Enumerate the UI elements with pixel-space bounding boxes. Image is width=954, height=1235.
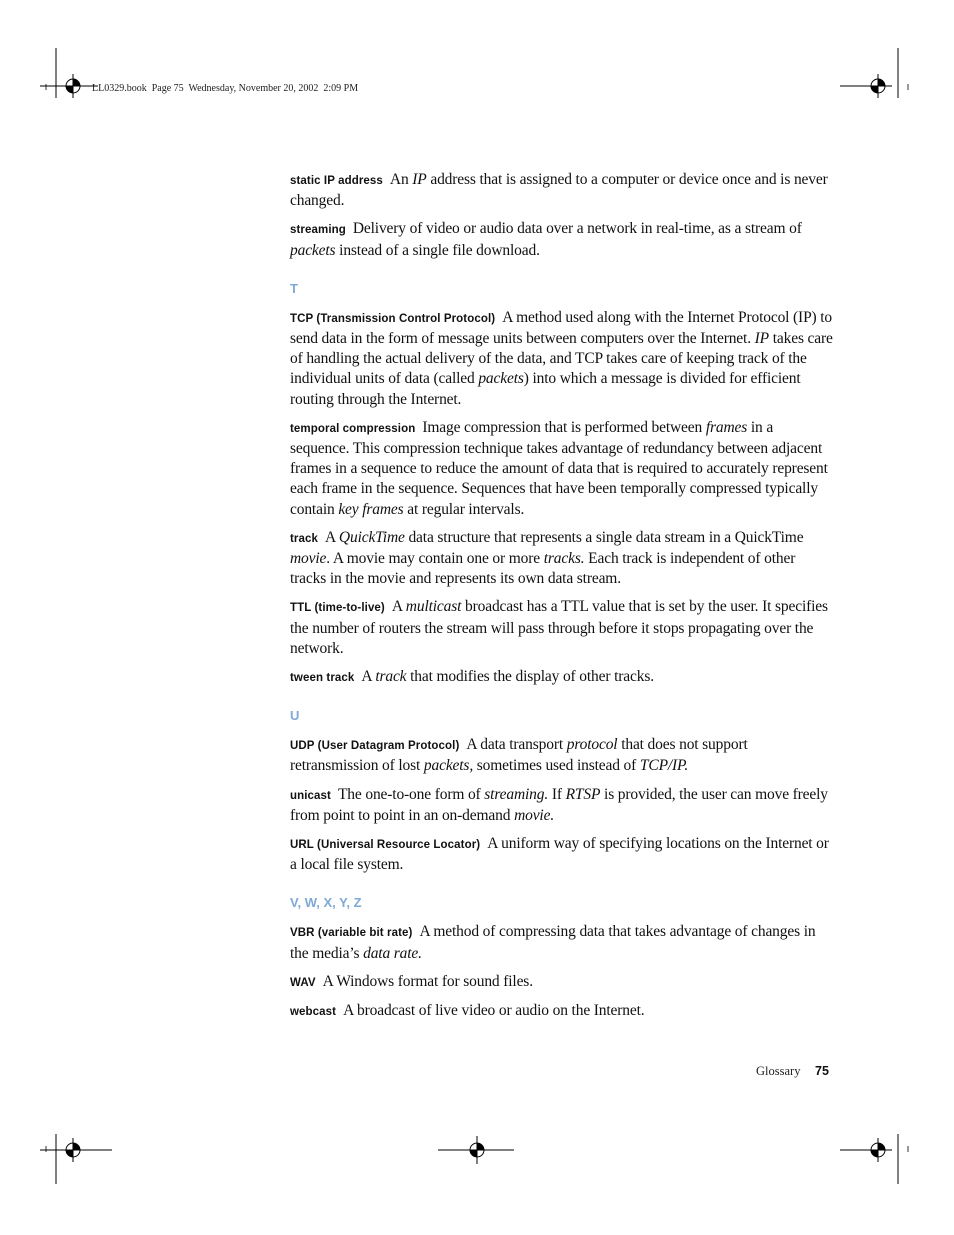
glossary-term: tween track bbox=[290, 672, 355, 685]
definition-text: . A movie may contain one or more bbox=[326, 550, 544, 568]
definition-italic-text: packets bbox=[290, 241, 336, 259]
glossary-term: TCP (Transmission Control Protocol) bbox=[290, 312, 496, 325]
definition-italic-text: streaming. bbox=[484, 785, 549, 803]
definition-italic-text: multicast bbox=[405, 598, 462, 616]
section-letter-heading: U bbox=[290, 708, 300, 724]
definition-text: ) into which a message is divided for efficient routing through the Internet. bbox=[290, 370, 801, 408]
glossary-entry bbox=[290, 597, 835, 659]
definition-text: sometimes used instead of bbox=[473, 757, 640, 775]
glossary-entry bbox=[290, 418, 835, 520]
definition-italic-text: RTSP bbox=[565, 785, 601, 803]
glossary-entry bbox=[290, 170, 835, 211]
definition-italic-text: protocol bbox=[566, 736, 618, 754]
glossary-term: TTL (time-to-live) bbox=[290, 602, 385, 615]
glossary-entry bbox=[290, 1001, 835, 1022]
definition-text: Delivery of video or audio data over a network in real-time, as a stream of bbox=[352, 220, 802, 238]
registration-mark-bottom-center bbox=[438, 1130, 518, 1190]
definition-italic-text: data rate. bbox=[363, 944, 422, 962]
definition-italic-text: tracks. bbox=[543, 550, 585, 568]
definition-italic-text: track bbox=[375, 668, 407, 686]
definition-text: that modifies the display of other tracks. bbox=[406, 668, 654, 686]
definition-italic-text: key frames bbox=[338, 500, 404, 518]
definition-text: address that is assigned to a computer or device once and is never changed. bbox=[290, 171, 828, 210]
footer-page-number: 75 bbox=[815, 1064, 829, 1078]
definition-text: A broadcast of live video or audio on the Internet. bbox=[343, 1002, 645, 1020]
glossary-term: streaming bbox=[290, 224, 346, 237]
definition-italic-text: TCP/IP. bbox=[639, 757, 689, 775]
definition-text: A method used along with the Internet Protocol (IP) to send data in the form of message units between computers over the Internet. bbox=[290, 308, 833, 348]
registration-mark-top-left bbox=[40, 48, 100, 118]
glossary-term: UDP (User Datagram Protocol) bbox=[290, 740, 460, 753]
glossary-entry bbox=[290, 785, 835, 826]
definition-text: Each track is independent of other tracks in the movie and represents its own data stream. bbox=[290, 550, 796, 588]
glossary-term: static IP address bbox=[290, 175, 383, 187]
definition-italic-text: frames bbox=[705, 418, 748, 436]
header-slug: LL0329.book Page 75 Wednesday, November 20, 2002 2:09 PM bbox=[92, 83, 359, 94]
registration-mark-top-right bbox=[840, 48, 910, 118]
definition-text: in a sequence. This compression technique takes advantage of redundancy between adjacent frames in a sequence to reduce the amount of data that is required to accurately represent each frame in the sequence. Sequences that have been temporally compressed typically contain bbox=[290, 418, 828, 518]
definition-italic-text: movie bbox=[290, 550, 327, 568]
definition-italic-text: packets bbox=[478, 370, 524, 388]
glossary-content bbox=[290, 170, 835, 1030]
glossary-term: unicast bbox=[290, 789, 331, 802]
definition-text: data structure that represents a single data stream in a QuickTime bbox=[404, 528, 804, 546]
glossary-entry bbox=[290, 972, 835, 993]
glossary-entry bbox=[290, 528, 835, 590]
definition-italic-text: IP bbox=[754, 330, 769, 348]
definition-text: An bbox=[389, 171, 413, 188]
definition-text: A bbox=[391, 598, 406, 616]
definition-italic-text: QuickTime bbox=[338, 528, 405, 546]
definition-text: A method of compressing data that takes advantage of changes in the media’s bbox=[290, 923, 816, 962]
glossary-entry bbox=[290, 735, 835, 776]
definition-text: that does not support retransmission of lost bbox=[290, 736, 748, 775]
footer-section-title: Glossary bbox=[756, 1064, 801, 1078]
glossary-entry bbox=[290, 219, 835, 260]
section-letter-heading: V, W, X, Y, Z bbox=[290, 895, 362, 911]
glossary-entry bbox=[290, 308, 835, 410]
glossary-term: WAV bbox=[290, 976, 316, 989]
registration-mark-bottom-right bbox=[838, 1130, 910, 1190]
glossary-entry bbox=[290, 922, 835, 963]
definition-text: A Windows format for sound files. bbox=[322, 972, 533, 990]
definition-text: is provided, the user can move freely from point to point in an on-demand bbox=[290, 785, 828, 824]
definition-text: If bbox=[548, 785, 566, 803]
definition-text: at regular intervals. bbox=[403, 500, 525, 518]
definition-text: A data transport bbox=[466, 736, 567, 754]
section-letter-heading: T bbox=[290, 280, 298, 296]
definition-text: Image compression that is performed between bbox=[422, 418, 706, 436]
glossary-entry bbox=[290, 667, 835, 688]
registration-mark-bottom-left bbox=[40, 1130, 120, 1190]
definition-italic-text: packets, bbox=[423, 757, 474, 775]
definition-text: takes care of handling the actual delivery of the data, and TCP takes care of keeping track of the individual units of data (called bbox=[290, 330, 833, 388]
glossary-term: track bbox=[290, 532, 318, 545]
definition-text: broadcast has a TTL value that is set by the user. It specifies the number of routers the stream will pass through before it stops propagating over the network. bbox=[290, 598, 828, 657]
glossary-term: VBR (variable bit rate) bbox=[290, 927, 413, 940]
definition-text: instead of a single file download. bbox=[335, 241, 540, 259]
definition-text: A uniform way of specifying locations on the Internet or a local file system. bbox=[290, 835, 829, 874]
glossary-term: temporal compression bbox=[290, 422, 416, 435]
definition-text: A bbox=[325, 528, 339, 546]
definition-text: A bbox=[361, 668, 376, 686]
glossary-term: URL (Universal Resource Locator) bbox=[290, 839, 481, 852]
glossary-entry bbox=[290, 834, 835, 875]
definition-italic-text: IP bbox=[412, 171, 427, 188]
glossary-term: webcast bbox=[290, 1006, 337, 1019]
definition-italic-text: movie. bbox=[514, 806, 555, 824]
definition-text: The one-to-one form of bbox=[337, 785, 485, 803]
